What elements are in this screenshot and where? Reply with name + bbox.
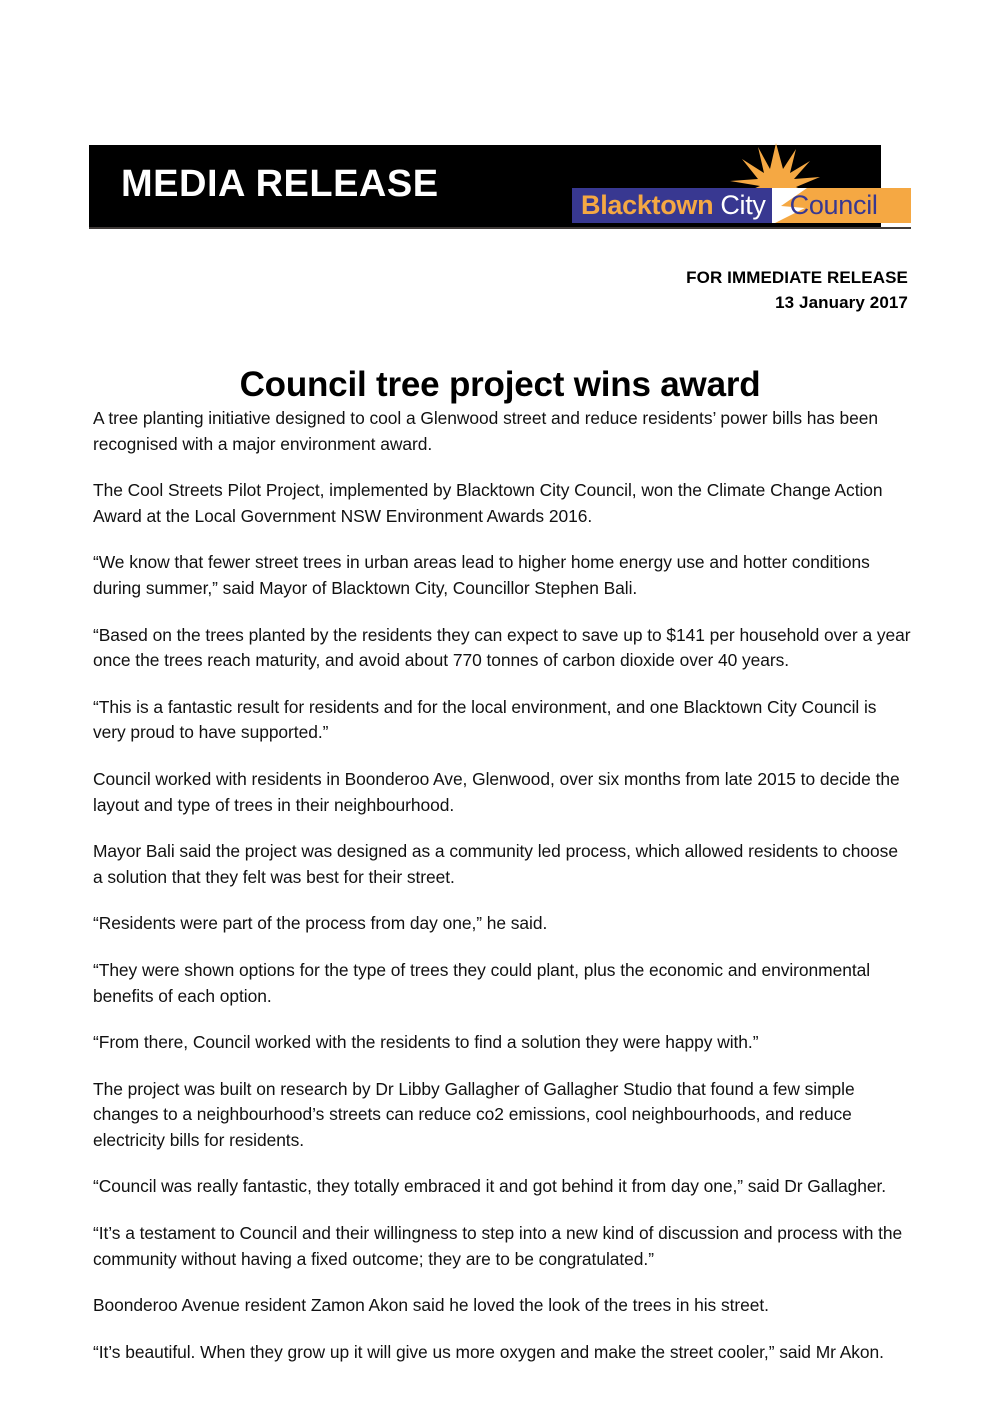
logo-word-city: City xyxy=(720,190,766,220)
body-paragraph: “This is a fantastic result for residents and for the local environment, and one Blacktown City Council is very proud to have supported.” xyxy=(93,696,877,743)
blacktown-city-council-logo xyxy=(572,145,911,223)
body-paragraph: Boonderoo Avenue resident Zamon Akon said he loved the look of the trees in his street. xyxy=(93,1295,769,1316)
body-paragraph: Council worked with residents in Boonderoo Ave, Glenwood, over six months from late 2015 to decide the layout and type of trees in their neighbourhood. xyxy=(93,768,900,815)
body-paragraph: “Residents were part of the process from day one,” he said. xyxy=(93,913,548,934)
logo-wordmark xyxy=(572,188,911,223)
body-paragraph: “They were shown options for the type of trees they could plant, plus the economic and environmental benefits of each option. xyxy=(93,959,871,1006)
logo-word-council: Council xyxy=(789,190,878,220)
body-paragraph: A tree planting initiative designed to cool a Glenwood street and reduce residents’ power bills has been recognised with a major environment award. xyxy=(93,408,878,454)
body-paragraph: Mayor Bali said the project was designed as a community led process, which allowed residents to choose a solution that they felt was best for their street. xyxy=(93,841,898,887)
body-paragraph: “It’s a testament to Council and their willingness to step into a new kind of discussion and process with the community without having a fixed outcome; they are to be congratulated.” xyxy=(93,1223,903,1269)
header-divider-rule xyxy=(89,227,911,229)
release-status-line: FOR IMMEDIATE RELEASE xyxy=(686,268,908,287)
logo-word-blacktown: Blacktown xyxy=(581,190,714,220)
body-paragraph: “Council was really fantastic, they totally embraced it and got behind it from day one,” said Dr Gallagher. xyxy=(93,1176,887,1197)
release-date-line: 13 January 2017 xyxy=(775,293,908,312)
body-copy xyxy=(93,406,911,1386)
release-meta-block xyxy=(686,265,908,315)
media-release-banner-title: MEDIA RELEASE xyxy=(121,163,439,205)
body-paragraph: The Cool Streets Pilot Project, implemented by Blacktown City Council, won the Climate Change Action Award at the Local Government NSW Environment Awards 2016. xyxy=(93,480,883,526)
page-title: Council tree project wins award xyxy=(239,365,761,405)
body-paragraph: “Based on the trees planted by the residents they can expect to save up to $141 per household over a year once the trees reach maturity, and avoid about 770 tonnes of carbon dioxide over 40 years. xyxy=(93,624,911,671)
body-paragraph: “It’s beautiful. When they grow up it will give us more oxygen and make the street cooler,” said Mr Akon. xyxy=(93,1341,884,1362)
body-paragraph: “We know that fewer street trees in urban areas lead to higher home energy use and hotter conditions during summer,” said Mayor of Blacktown City, Councillor Stephen Bali. xyxy=(93,552,870,598)
body-paragraph: The project was built on research by Dr Libby Gallagher of Gallagher Studio that found a few simple changes to a neighbourhood’s streets can reduce co2 emissions, cool neighbourhoods, and reduce electricity bills for residents. xyxy=(93,1078,855,1150)
body-paragraph: “From there, Council worked with the residents to find a solution they were happy with.” xyxy=(93,1032,759,1053)
